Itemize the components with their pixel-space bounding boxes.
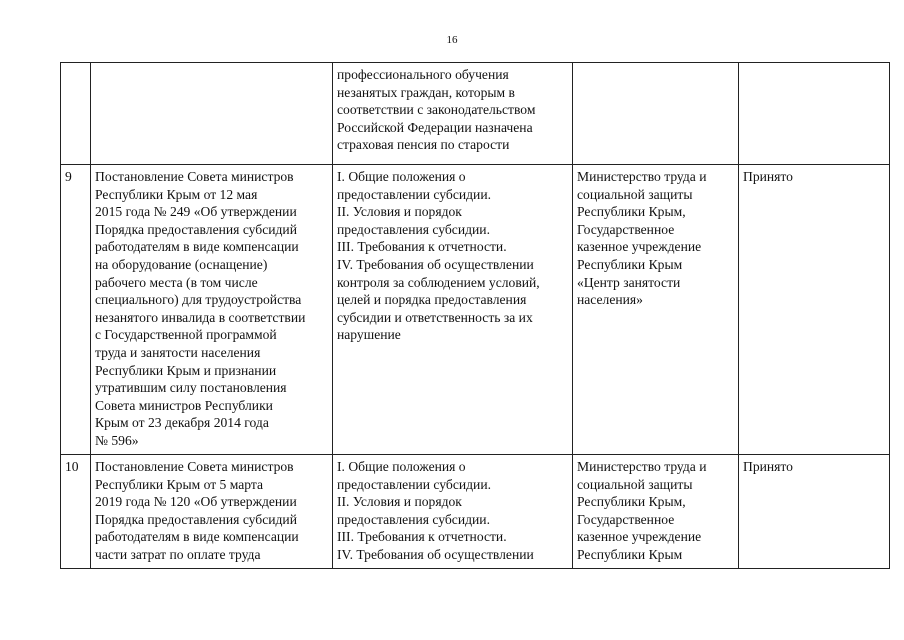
cell-line: профессионального обучения bbox=[337, 67, 509, 82]
cell-line: I. Общие положения о bbox=[337, 169, 466, 184]
row-number bbox=[61, 63, 91, 165]
status-cell bbox=[739, 165, 890, 455]
cell-line: на оборудование (оснащение) bbox=[95, 256, 268, 272]
cell-text: 9 bbox=[65, 169, 72, 184]
legal-act-cell bbox=[91, 165, 333, 455]
cell-line: Республики Крым, bbox=[577, 494, 686, 510]
sections-cell bbox=[333, 165, 573, 455]
cell-line: Постановление Совета министров bbox=[95, 459, 294, 474]
cell-line: 2019 года № 120 «Об утверждении bbox=[95, 494, 297, 510]
sections-cell bbox=[333, 455, 573, 569]
cell-line: Республики Крым bbox=[577, 546, 683, 562]
cell-line: социальной защиты bbox=[577, 476, 693, 492]
cell-line: казенное учреждение bbox=[577, 529, 702, 545]
cell-line: труда и занятости населения bbox=[95, 344, 261, 360]
cell-line: работодателям в виде компенсации bbox=[95, 239, 299, 255]
cell-line: предоставлении субсидии. bbox=[337, 476, 491, 492]
cell-line: Российской Федерации назначена bbox=[337, 119, 533, 135]
cell-line: II. Условия и порядок bbox=[337, 204, 462, 220]
cell-line: работодателям в виде компенсации bbox=[95, 529, 299, 545]
cell-line: Порядка предоставления субсидий bbox=[95, 221, 297, 237]
cell-line: предоставления субсидии. bbox=[337, 221, 490, 237]
cell-line: незанятых граждан, которым в bbox=[337, 84, 515, 100]
cell-line: Республики Крым от 12 мая bbox=[95, 186, 258, 202]
cell-line: II. Условия и порядок bbox=[337, 494, 462, 510]
table-row bbox=[61, 63, 890, 165]
cell-line: утратившим силу постановления bbox=[95, 380, 287, 396]
cell-line: III. Требования к отчетности. bbox=[337, 239, 507, 255]
cell-line: № 596» bbox=[95, 432, 139, 448]
cell-line: I. Общие положения о bbox=[337, 459, 466, 474]
cell-line: страховая пенсия по старости bbox=[337, 137, 510, 153]
cell-line: III. Требования к отчетности. bbox=[337, 529, 507, 545]
cell-line: Республики Крым от 5 марта bbox=[95, 476, 264, 492]
cell-text: Принято bbox=[743, 169, 793, 184]
cell-text: Принято bbox=[743, 459, 793, 474]
cell-line: специального) для трудоустройства bbox=[95, 292, 302, 308]
cell-line: Государственное bbox=[577, 221, 675, 237]
table-row bbox=[61, 455, 890, 569]
cell-line: контроля за соблюдением условий, bbox=[337, 274, 540, 290]
legal-act-cell bbox=[91, 63, 333, 165]
table-row bbox=[61, 165, 890, 455]
cell-line: целей и порядка предоставления bbox=[337, 292, 527, 308]
cell-line: предоставления субсидии. bbox=[337, 511, 490, 527]
cell-line: Совета министров Республики bbox=[95, 397, 273, 413]
legal-act-cell bbox=[91, 455, 333, 569]
cell-line: Постановление Совета министров bbox=[95, 169, 294, 184]
cell-line: соответствии с законодательством bbox=[337, 102, 536, 118]
cell-line: субсидии и ответственность за их bbox=[337, 309, 533, 325]
cell-line: IV. Требования об осуществлении bbox=[337, 256, 534, 272]
cell-line: «Центр занятости bbox=[577, 274, 681, 290]
document-table bbox=[60, 62, 890, 569]
cell-line: рабочего места (в том числе bbox=[95, 274, 258, 290]
status-cell bbox=[739, 63, 890, 165]
cell-line: Министерство труда и bbox=[577, 459, 707, 474]
sections-cell bbox=[333, 63, 573, 165]
cell-line: с Государственной программой bbox=[95, 327, 277, 343]
cell-line: части затрат по оплате труда bbox=[95, 546, 261, 562]
cell-line: Порядка предоставления субсидий bbox=[95, 511, 297, 527]
status-cell bbox=[739, 455, 890, 569]
executor-cell bbox=[573, 455, 739, 569]
cell-line: Государственное bbox=[577, 511, 675, 527]
cell-line: незанятого инвалида в соответствии bbox=[95, 309, 306, 325]
executor-cell bbox=[573, 165, 739, 455]
row-number bbox=[61, 455, 91, 569]
cell-line: 2015 года № 249 «Об утверждении bbox=[95, 204, 297, 220]
cell-line: Республики Крым, bbox=[577, 204, 686, 220]
cell-line: казенное учреждение bbox=[577, 239, 702, 255]
cell-line: Министерство труда и bbox=[577, 169, 707, 184]
cell-text: 10 bbox=[65, 459, 79, 474]
cell-line: населения» bbox=[577, 292, 643, 308]
cell-line: Крым от 23 декабря 2014 года bbox=[95, 415, 269, 431]
executor-cell bbox=[573, 63, 739, 165]
page-number: 16 bbox=[446, 34, 458, 46]
row-number bbox=[61, 165, 91, 455]
cell-line: Республики Крым и признании bbox=[95, 362, 277, 378]
cell-line: предоставлении субсидии. bbox=[337, 186, 491, 202]
cell-line: социальной защиты bbox=[577, 186, 693, 202]
cell-line: Республики Крым bbox=[577, 256, 683, 272]
cell-line: IV. Требования об осуществлении bbox=[337, 546, 534, 562]
cell-line: нарушение bbox=[337, 327, 401, 343]
